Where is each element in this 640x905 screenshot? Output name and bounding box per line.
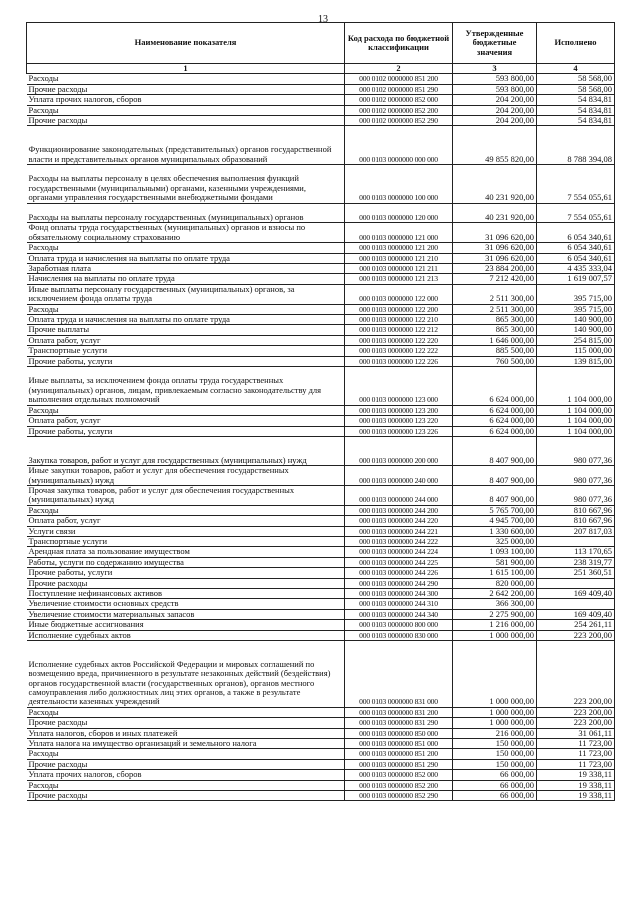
row-executed: 54 834,81 <box>537 95 615 105</box>
table-row <box>27 728 615 738</box>
table-row <box>27 203 615 223</box>
row-name: Увеличение стоимости основных средств <box>27 599 345 609</box>
row-executed: 238 319,77 <box>537 557 615 567</box>
row-approved: 865 300,00 <box>453 325 537 335</box>
row-executed <box>537 578 615 588</box>
row-executed: 254 815,00 <box>537 335 615 345</box>
row-approved: 6 624 000,00 <box>453 367 537 406</box>
row-name: Оплата труда и начисления на выплаты по оплате труда <box>27 315 345 325</box>
row-executed: 19 338,11 <box>537 780 615 790</box>
table-header <box>27 23 615 74</box>
row-code: 000 0103 0000000 122 212 <box>345 325 453 335</box>
row-name: Прочие расходы <box>27 791 345 801</box>
table-row <box>27 284 615 304</box>
row-executed: 11 723,00 <box>537 759 615 769</box>
row-executed: 223 200,00 <box>537 707 615 717</box>
table-row <box>27 630 615 640</box>
row-executed: 58 568,00 <box>537 74 615 84</box>
table-row <box>27 405 615 415</box>
row-name: Уплата прочих налогов, сборов <box>27 770 345 780</box>
row-executed: 31 061,11 <box>537 728 615 738</box>
row-code: 000 0103 0000000 244 290 <box>345 578 453 588</box>
row-code: 000 0103 0000000 831 200 <box>345 707 453 717</box>
table-row <box>27 620 615 630</box>
row-executed: 6 054 340,61 <box>537 223 615 243</box>
row-executed: 169 409,40 <box>537 588 615 598</box>
row-executed: 980 077,36 <box>537 485 615 505</box>
row-name: Прочие расходы <box>27 84 345 94</box>
row-code: 000 0103 0000000 852 200 <box>345 780 453 790</box>
row-code: 000 0103 0000000 244 200 <box>345 505 453 515</box>
row-executed: 223 200,00 <box>537 718 615 728</box>
row-approved: 40 231 920,00 <box>453 165 537 204</box>
row-name: Уплата налогов, сборов и иных платежей <box>27 728 345 738</box>
budget-table <box>26 22 615 801</box>
table-row <box>27 759 615 769</box>
row-approved: 8 407 900,00 <box>453 466 537 486</box>
table-row <box>27 718 615 728</box>
row-code: 000 0103 0000000 244 226 <box>345 568 453 578</box>
row-code: 000 0103 0000000 244 224 <box>345 547 453 557</box>
row-name: Расходы на выплаты персоналу государственных (муниципальных) органов <box>27 203 345 223</box>
row-approved: 8 407 900,00 <box>453 436 537 465</box>
row-executed <box>537 599 615 609</box>
row-name: Функционирование законодательных (представительных) органов государственной власти и представительных органов муниципальных образований <box>27 126 345 165</box>
table-row <box>27 325 615 335</box>
table-row <box>27 749 615 759</box>
table-row <box>27 536 615 546</box>
table-row <box>27 641 615 708</box>
row-code: 000 0103 0000000 122 220 <box>345 335 453 345</box>
row-code: 000 0102 0000000 851 200 <box>345 74 453 84</box>
row-approved: 581 900,00 <box>453 557 537 567</box>
row-approved: 4 945 700,00 <box>453 516 537 526</box>
row-executed: 1 619 007,57 <box>537 274 615 284</box>
row-code: 000 0103 0000000 121 200 <box>345 243 453 253</box>
row-code: 000 0103 0000000 100 000 <box>345 165 453 204</box>
table-row <box>27 264 615 274</box>
row-code: 000 0103 0000000 121 000 <box>345 223 453 243</box>
row-name: Уплата налога на имущество организаций и земельного налога <box>27 739 345 749</box>
row-code: 000 0103 0000000 121 213 <box>345 274 453 284</box>
row-executed: 254 261,11 <box>537 620 615 630</box>
table-row <box>27 436 615 465</box>
row-name: Расходы <box>27 105 345 115</box>
row-approved: 1 216 000,00 <box>453 620 537 630</box>
row-executed: 1 104 000,00 <box>537 367 615 406</box>
table-row <box>27 516 615 526</box>
table-row <box>27 95 615 105</box>
row-executed: 54 834,81 <box>537 116 615 126</box>
row-executed: 223 200,00 <box>537 641 615 708</box>
row-name: Транспортные услуги <box>27 346 345 356</box>
row-executed: 11 723,00 <box>537 749 615 759</box>
row-code: 000 0103 0000000 800 000 <box>345 620 453 630</box>
row-approved: 1 330 600,00 <box>453 526 537 536</box>
row-code: 000 0102 0000000 852 290 <box>345 116 453 126</box>
row-name: Работы, услуги по содержанию имущества <box>27 557 345 567</box>
row-code: 000 0103 0000000 244 000 <box>345 485 453 505</box>
table-row <box>27 274 615 284</box>
row-executed: 58 568,00 <box>537 84 615 94</box>
row-name: Расходы <box>27 749 345 759</box>
row-name: Расходы <box>27 304 345 314</box>
row-name: Увеличение стоимости материальных запасов <box>27 609 345 619</box>
row-executed: 810 667,96 <box>537 505 615 515</box>
row-name: Прочие расходы <box>27 718 345 728</box>
row-code: 000 0103 0000000 123 000 <box>345 367 453 406</box>
row-name: Поступление нефинансовых активов <box>27 588 345 598</box>
row-code: 000 0103 0000000 122 226 <box>345 356 453 366</box>
row-executed: 207 817,03 <box>537 526 615 536</box>
row-name: Исполнение судебных актов Российской Федерации и мировых соглашений по возмещению вреда, причиненного в результате незаконных действий (бездействия) органов государственной власти (государственных органов), органов местного самоуправления либо должностных лиц этих органов, а также в результате деятельности казенных учреждений <box>27 641 345 708</box>
row-approved: 1 615 100,00 <box>453 568 537 578</box>
table-row <box>27 367 615 406</box>
row-name: Расходы <box>27 74 345 84</box>
row-code: 000 0103 0000000 244 221 <box>345 526 453 536</box>
row-name: Услуги связи <box>27 526 345 536</box>
row-name: Уплата прочих налогов, сборов <box>27 95 345 105</box>
row-approved: 1 093 100,00 <box>453 547 537 557</box>
row-code: 000 0103 0000000 123 220 <box>345 416 453 426</box>
table-row <box>27 105 615 115</box>
row-name: Транспортные услуги <box>27 536 345 546</box>
row-executed: 251 360,51 <box>537 568 615 578</box>
row-executed: 115 000,00 <box>537 346 615 356</box>
table-row <box>27 791 615 801</box>
row-approved: 8 407 900,00 <box>453 485 537 505</box>
header-num-2: 2 <box>345 64 453 74</box>
row-approved: 150 000,00 <box>453 759 537 769</box>
row-name: Расходы <box>27 780 345 790</box>
row-name: Исполнение судебных актов <box>27 630 345 640</box>
row-code: 000 0103 0000000 244 300 <box>345 588 453 598</box>
row-approved: 1 000 000,00 <box>453 707 537 717</box>
row-approved: 2 642 200,00 <box>453 588 537 598</box>
table-row <box>27 416 615 426</box>
table-row <box>27 526 615 536</box>
row-code: 000 0102 0000000 852 200 <box>345 105 453 115</box>
row-code: 000 0103 0000000 244 220 <box>345 516 453 526</box>
table-row <box>27 578 615 588</box>
table-row <box>27 335 615 345</box>
row-approved: 2 511 300,00 <box>453 304 537 314</box>
row-name: Расходы на выплаты персоналу в целях обеспечения выполнения функций государственными (муниципальными) органами, казенными учреждениями, органами управления государственными внебюджетными фондами <box>27 165 345 204</box>
row-code: 000 0103 0000000 244 225 <box>345 557 453 567</box>
table-row <box>27 770 615 780</box>
row-name: Иные закупки товаров, работ и услуг для обеспечения государственных (муниципальных) нужд <box>27 466 345 486</box>
table-row <box>27 253 615 263</box>
row-approved: 204 200,00 <box>453 95 537 105</box>
table-row <box>27 165 615 204</box>
row-name: Прочая закупка товаров, работ и услуг для обеспечения государственных (муниципальных) нужд <box>27 485 345 505</box>
row-name: Расходы <box>27 707 345 717</box>
row-code: 000 0103 0000000 122 222 <box>345 346 453 356</box>
row-approved: 325 000,00 <box>453 536 537 546</box>
row-code: 000 0103 0000000 122 200 <box>345 304 453 314</box>
row-executed: 7 554 055,61 <box>537 203 615 223</box>
row-name: Оплата работ, услуг <box>27 335 345 345</box>
row-approved: 7 212 420,00 <box>453 274 537 284</box>
row-code: 000 0103 0000000 200 000 <box>345 436 453 465</box>
row-code: 000 0103 0000000 122 000 <box>345 284 453 304</box>
row-approved: 820 000,00 <box>453 578 537 588</box>
row-executed: 140 900,00 <box>537 325 615 335</box>
table-row <box>27 739 615 749</box>
table-row <box>27 599 615 609</box>
row-name: Оплата работ, услуг <box>27 416 345 426</box>
table-row <box>27 609 615 619</box>
row-approved: 150 000,00 <box>453 749 537 759</box>
row-code: 000 0103 0000000 000 000 <box>345 126 453 165</box>
row-approved: 31 096 620,00 <box>453 243 537 253</box>
row-code: 000 0103 0000000 830 000 <box>345 630 453 640</box>
row-executed: 980 077,36 <box>537 466 615 486</box>
row-approved: 593 800,00 <box>453 74 537 84</box>
row-approved: 6 624 000,00 <box>453 416 537 426</box>
row-name: Прочие выплаты <box>27 325 345 335</box>
row-executed: 1 104 000,00 <box>537 416 615 426</box>
row-executed: 395 715,00 <box>537 284 615 304</box>
row-name: Прочие расходы <box>27 578 345 588</box>
row-approved: 66 000,00 <box>453 791 537 801</box>
row-code: 000 0102 0000000 851 290 <box>345 84 453 94</box>
row-code: 000 0102 0000000 852 000 <box>345 95 453 105</box>
header-executed: Исполнено <box>537 23 615 64</box>
row-approved: 23 884 200,00 <box>453 264 537 274</box>
row-executed: 395 715,00 <box>537 304 615 314</box>
row-approved: 5 765 700,00 <box>453 505 537 515</box>
row-code: 000 0103 0000000 244 222 <box>345 536 453 546</box>
row-code: 000 0103 0000000 122 210 <box>345 315 453 325</box>
row-name: Расходы <box>27 243 345 253</box>
table-row <box>27 568 615 578</box>
row-executed: 11 723,00 <box>537 739 615 749</box>
row-executed: 139 815,00 <box>537 356 615 366</box>
row-approved: 6 624 000,00 <box>453 405 537 415</box>
table-row <box>27 466 615 486</box>
row-approved: 204 200,00 <box>453 116 537 126</box>
row-executed: 6 054 340,61 <box>537 243 615 253</box>
row-name: Арендная плата за пользование имуществом <box>27 547 345 557</box>
row-executed: 113 170,65 <box>537 547 615 557</box>
table-row <box>27 557 615 567</box>
table-row <box>27 223 615 243</box>
row-code: 000 0103 0000000 121 210 <box>345 253 453 263</box>
header-num-3: 3 <box>453 64 537 74</box>
row-executed: 8 788 394,08 <box>537 126 615 165</box>
table-row <box>27 485 615 505</box>
row-executed: 980 077,36 <box>537 436 615 465</box>
table-row <box>27 116 615 126</box>
row-executed: 1 104 000,00 <box>537 426 615 436</box>
row-name: Прочие расходы <box>27 116 345 126</box>
table-row <box>27 126 615 165</box>
row-approved: 1 646 000,00 <box>453 335 537 345</box>
row-name: Прочие работы, услуги <box>27 426 345 436</box>
row-code: 000 0103 0000000 831 290 <box>345 718 453 728</box>
row-code: 000 0103 0000000 240 000 <box>345 466 453 486</box>
row-name: Иные выплаты персоналу государственных (муниципальных) органов, за исключением фонда оплаты труда <box>27 284 345 304</box>
row-executed: 169 409,40 <box>537 609 615 619</box>
header-num-4: 4 <box>537 64 615 74</box>
row-executed: 7 554 055,61 <box>537 165 615 204</box>
row-executed: 54 834,81 <box>537 105 615 115</box>
header-approved: Утвержденные бюджетные значения <box>453 23 537 64</box>
table-row <box>27 346 615 356</box>
row-executed: 810 667,96 <box>537 516 615 526</box>
table-body <box>27 74 615 801</box>
row-approved: 204 200,00 <box>453 105 537 115</box>
row-approved: 1 000 000,00 <box>453 630 537 640</box>
row-name: Фонд оплаты труда государственных (муниципальных) органов и взносы по обязательному социальному страхованию <box>27 223 345 243</box>
row-code: 000 0103 0000000 851 200 <box>345 749 453 759</box>
table-row <box>27 780 615 790</box>
row-code: 000 0103 0000000 120 000 <box>345 203 453 223</box>
row-code: 000 0103 0000000 851 000 <box>345 739 453 749</box>
row-code: 000 0103 0000000 121 211 <box>345 264 453 274</box>
row-name: Оплата работ, услуг <box>27 516 345 526</box>
row-approved: 66 000,00 <box>453 770 537 780</box>
table-row <box>27 304 615 314</box>
row-approved: 31 096 620,00 <box>453 253 537 263</box>
row-code: 000 0103 0000000 831 000 <box>345 641 453 708</box>
row-name: Иные выплаты, за исключением фонда оплаты труда государственных (муниципальных) органов, лицам, привлекаемым согласно законодательству для выполнения отдельных полномочий <box>27 367 345 406</box>
row-executed: 6 054 340,61 <box>537 253 615 263</box>
row-executed: 4 435 333,04 <box>537 264 615 274</box>
row-approved: 366 300,00 <box>453 599 537 609</box>
row-executed <box>537 536 615 546</box>
row-name: Расходы <box>27 405 345 415</box>
row-name: Иные бюджетные ассигнования <box>27 620 345 630</box>
row-approved: 1 000 000,00 <box>453 641 537 708</box>
table-row <box>27 505 615 515</box>
row-code: 000 0103 0000000 852 000 <box>345 770 453 780</box>
row-approved: 40 231 920,00 <box>453 203 537 223</box>
row-code: 000 0103 0000000 851 290 <box>345 759 453 769</box>
row-approved: 865 300,00 <box>453 315 537 325</box>
row-approved: 593 800,00 <box>453 84 537 94</box>
row-name: Оплата труда и начисления на выплаты по оплате труда <box>27 253 345 263</box>
row-approved: 49 855 820,00 <box>453 126 537 165</box>
row-name: Прочие работы, услуги <box>27 356 345 366</box>
table-row <box>27 547 615 557</box>
row-name: Прочие работы, услуги <box>27 568 345 578</box>
row-name: Расходы <box>27 505 345 515</box>
row-executed: 19 338,11 <box>537 791 615 801</box>
header-name: Наименование показателя <box>27 23 345 64</box>
row-approved: 2 511 300,00 <box>453 284 537 304</box>
table-row <box>27 315 615 325</box>
row-approved: 2 275 900,00 <box>453 609 537 619</box>
table-row <box>27 426 615 436</box>
row-approved: 66 000,00 <box>453 780 537 790</box>
row-executed: 223 200,00 <box>537 630 615 640</box>
row-code: 000 0103 0000000 123 226 <box>345 426 453 436</box>
table-row <box>27 84 615 94</box>
row-executed: 19 338,11 <box>537 770 615 780</box>
row-approved: 216 000,00 <box>453 728 537 738</box>
row-executed: 1 104 000,00 <box>537 405 615 415</box>
row-code: 000 0103 0000000 852 290 <box>345 791 453 801</box>
row-approved: 885 500,00 <box>453 346 537 356</box>
row-code: 000 0103 0000000 123 200 <box>345 405 453 415</box>
row-name: Начисления на выплаты по оплате труда <box>27 274 345 284</box>
row-code: 000 0103 0000000 850 000 <box>345 728 453 738</box>
row-approved: 1 000 000,00 <box>453 718 537 728</box>
header-code: Код расхода по бюджетной классификации <box>345 23 453 64</box>
header-num-1: 1 <box>27 64 345 74</box>
row-name: Прочие расходы <box>27 759 345 769</box>
page-number: 13 <box>318 14 328 25</box>
table-row <box>27 74 615 84</box>
row-executed: 140 900,00 <box>537 315 615 325</box>
row-approved: 760 500,00 <box>453 356 537 366</box>
row-code: 000 0103 0000000 244 310 <box>345 599 453 609</box>
table-row <box>27 356 615 366</box>
row-name: Закупка товаров, работ и услуг для государственных (муниципальных) нужд <box>27 436 345 465</box>
table-row <box>27 707 615 717</box>
row-name: Заработная плата <box>27 264 345 274</box>
row-approved: 31 096 620,00 <box>453 223 537 243</box>
table-row <box>27 243 615 253</box>
row-approved: 150 000,00 <box>453 739 537 749</box>
row-code: 000 0103 0000000 244 340 <box>345 609 453 619</box>
table-row <box>27 588 615 598</box>
row-approved: 6 624 000,00 <box>453 426 537 436</box>
